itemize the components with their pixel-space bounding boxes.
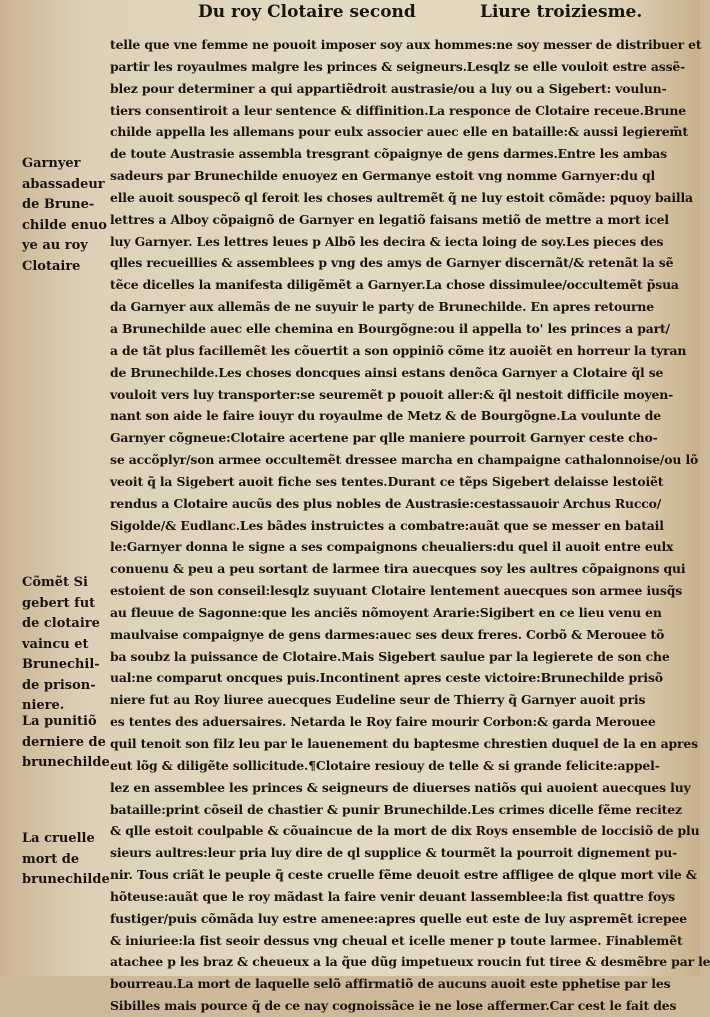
text-line: lez en assemblee les princes & seigneurs de diuerses natiõs qui auoient auecques luy xyxy=(110,779,691,795)
main-text-column xyxy=(110,34,710,1017)
text-line: Garnyer cõgneue:Clotaire acertene par qlle maniere pourroit Garnyer ceste cho- xyxy=(110,430,658,446)
margin-note-garnyer xyxy=(22,154,108,277)
text-line: se accõplyr/son armee occultemẽt dressee marcha en champaigne cathalonnoise/ou lõ xyxy=(110,452,699,468)
text-line: le:Garnyer donna le signe a ses compaignons cheualiers:du quel il auoit entre eulx xyxy=(110,539,674,555)
margin-note-line: childe enuo xyxy=(22,217,107,233)
text-line: nant son aide le faire iouyr du royaulme de Metz & de Bourgõgne.La voulunte de xyxy=(110,408,661,424)
running-title: Du roy Clotaire second xyxy=(198,2,416,22)
margin-note-line: brunechilde xyxy=(22,872,110,887)
text-line: eut lõg & diligẽte sollicitude.¶Clotaire resiouy de telle & si grande felicite:appel- xyxy=(110,757,660,773)
margin-note-line: Brunechil- xyxy=(22,657,100,672)
text-line: sieurs aultres:leur pria luy dire de ql supplice & tourmẽt la pourroit dignement pu- xyxy=(110,845,678,861)
text-line: Sigolde/& Eudlanc.Les bãdes instruictes a combatre:auãt que se messer en batail xyxy=(110,517,664,533)
margin-note-cruelle-mort xyxy=(22,829,108,891)
margin-note-line: La cruelle xyxy=(22,831,95,846)
margin-note-line: vaincu et xyxy=(22,636,89,652)
text-line: & iniuriee:la fist seoir dessus vng cheual et icelle mener p toute larmee. Finablemẽt xyxy=(110,932,683,948)
text-line: a Brunechilde auec elle chemina en Bourgõgne:ou il appella to' les princes a part/ xyxy=(110,320,670,336)
text-line: tẽce dicelles la manifesta diligẽmẽt a Garnyer.La chose dissimulee/occultemẽt p̃sua xyxy=(110,277,679,293)
text-line: quil tenoit son filz leu par le lauenement du baptesme chrestien duquel de la en apres xyxy=(110,736,698,751)
text-line: conuenu & peu a peu sortant de larmee tira auecques soy les aultres cõpaignons qui xyxy=(110,561,686,577)
margin-note-line: La punitiõ xyxy=(22,714,97,729)
text-line: de toute Austrasie assembla tresgrant cõpaignye de gens darmes.Entre les ambas xyxy=(110,146,667,162)
text-line: au fleuue de Sagonne:que les anciẽs nõmoyent Ararie:Sigibert en ce lieu venu en xyxy=(110,604,662,620)
text-line: luy Garnyer. Les lettres leues p Albõ les decira & iecta loing de soy.Les pieces des xyxy=(110,233,664,249)
margin-note-line: niere. xyxy=(22,698,65,713)
text-line: tiers consentiroit a leur sentence & diffinition.La responce de Clotaire receue.Brune xyxy=(110,102,686,118)
margin-note-line: brunechilde xyxy=(22,755,110,770)
margin-note-line: ye au roy xyxy=(22,238,88,253)
text-line: childe appella les allemans pour eulx associer auec elle en bataille:& aussi legierem̃t xyxy=(110,124,688,140)
text-line: veoit q̃ la Sigebert auoit fiche ses tentes.Durant ce tẽps Sigebert delaisse lestoiẽt xyxy=(110,473,664,489)
text-line: & qlle estoit coulpable & cõuaincue de la mort de dix Roys ensemble de loccisiõ de plu xyxy=(110,823,700,839)
text-line: es tentes des aduersaires. Netarda le Roy faire mourir Corbon:& garda Merouee xyxy=(110,714,656,730)
margin-note-line: Clotaire xyxy=(22,258,81,274)
text-line: partir les royaulmes malgre les princes & seigneurs.Lesqlz se elle vouloit estre assẽ- xyxy=(110,58,686,74)
margin-note-line: derniere de xyxy=(22,734,106,750)
text-line: telle que vne femme ne pouoit imposer soy aux hommes:ne soy messer de distribuer et xyxy=(110,37,702,52)
text-line: estoient de son conseil:lesqlz suyuant Clotaire lentement auecques son armee iusq̃s xyxy=(110,583,683,599)
margin-note-line: de Brune- xyxy=(22,197,95,212)
text-line: da Garnyer aux allemãs de ne suyuir le party de Brunechilde. En apres retourne xyxy=(110,299,654,315)
book-heading: Liure troiziesme. xyxy=(480,2,643,22)
margin-note-sigebert-vaincu xyxy=(22,573,108,717)
text-line: elle auoit souspecõ ql feroit les choses aultremẽt q̃ ne luy estoit cõmãde: pquoy bailla xyxy=(110,189,693,205)
text-line: nir. Tous criãt le peuple q̃ ceste cruelle fẽme deuoit estre affligee de qlque mort vile & xyxy=(110,867,697,883)
margin-note-line: Garnyer xyxy=(22,156,81,171)
text-line: maulvaise compaignye de gens darmes:auec ses deux freres. Corbõ & Merouee tõ xyxy=(110,626,665,642)
margin-note-line: mort de xyxy=(22,851,80,867)
text-line: ual:ne comparut oncques puis.Incontinent apres ceste victoire:Brunechilde prisõ xyxy=(110,670,663,686)
text-line: atachee p les braz & cheueux a la q̃ue dũg impetueux roucin fut tiree & desmẽbre par le xyxy=(110,954,710,970)
margin-note-line: Cõmẽt Si xyxy=(22,575,88,590)
text-line: qlles recueillies & assemblees p vng des amys de Garnyer discernãt/& retenãt la sẽ xyxy=(110,255,674,271)
text-line: lettres a Alboy cõpaignõ de Garnyer en legatiõ faisans metiõ de mettre a mort icel xyxy=(110,211,669,227)
text-line: ba soubz la puissance de Clotaire.Mais Sigebert saulue par la legierete de son che xyxy=(110,648,670,664)
text-line: hõteuse:auãt que le roy mãdast la faire venir deuant lassemblee:la fist quattre foys xyxy=(110,888,675,904)
text-line: vouloit vers luy transporter:se seuremẽt p pouoit aller:& q̃l nestoit difficile moyen- xyxy=(110,386,674,402)
text-line: sadeurs par Brunechilde enuoyez en Germanye estoit vng nomme Garnyer:du ql xyxy=(110,168,656,184)
margin-note-line: abassadeur xyxy=(22,176,105,192)
text-line: fustiger/puis cõmãda luy estre amenee:apres quelle eut este de luy aspremẽt icrepee xyxy=(110,910,687,926)
margin-note-punition xyxy=(22,712,108,774)
text-line: rendus a Clotaire aucũs des plus nobles de Austrasie:cestassauoir Archus Rucco/ xyxy=(110,495,662,511)
text-line: bourreau.La mort de laquelle selõ affirmatiõ de aucuns auoit este pphetise par les xyxy=(110,976,671,992)
text-line: de Brunechilde.Les choses doncques ainsi estans denõca Garnyer a Clotaire q̃l se xyxy=(110,364,664,380)
text-line: Sibilles mais pource q̃ de ce nay cognoissãce ie ne lose affermer.Car cest le fait des xyxy=(110,998,677,1014)
text-line: a de tãt plus facillemẽt les cõuertit a son oppiniõ cõme itz auoiẽt en horreur la tyran xyxy=(110,342,687,358)
margin-note-line: de prison- xyxy=(22,677,96,693)
text-line: bataille:print cõseil de chastier & punir Brunechilde.Les crimes dicelle fẽme recitez xyxy=(110,801,682,817)
text-line: blez pour determiner a qui appartiẽdroit austrasie/ou a luy ou a Sigebert: voulun- xyxy=(110,80,667,96)
margin-note-line: de clotaire xyxy=(22,616,100,631)
text-line: niere fut au Roy liuree auecques Eudeline seur de Thierry q̃ Garnyer auoit pris xyxy=(110,692,646,708)
margin-note-line: gebert fut xyxy=(22,595,96,611)
